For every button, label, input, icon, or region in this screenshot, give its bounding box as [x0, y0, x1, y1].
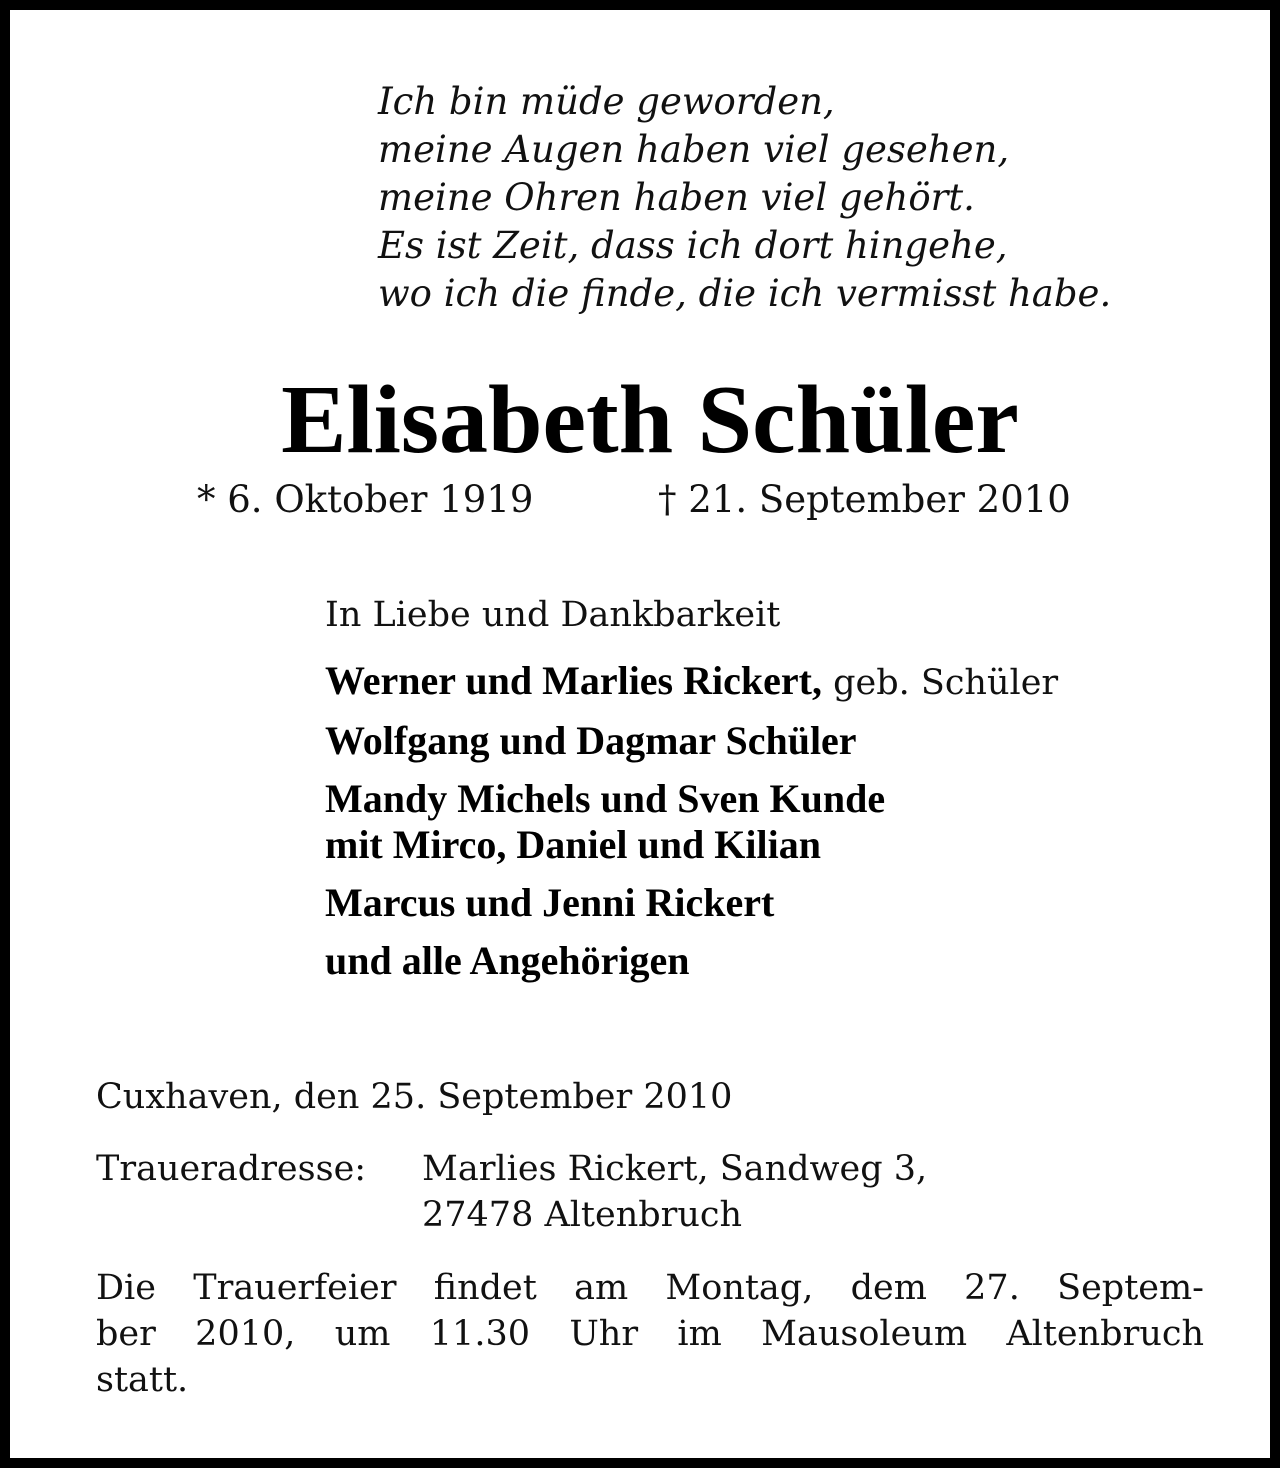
ceremony-text-line: ber 2010, um 11.30 Uhr im Mausoleum Altenbruch — [96, 1314, 1204, 1354]
address-line: 27478 Altenbruch — [422, 1195, 743, 1235]
mourner-name: mit Mirco, Daniel und Kilian — [325, 822, 821, 867]
ceremony-text-line: statt. — [96, 1360, 189, 1400]
death-date: † 21. September 2010 — [658, 478, 1071, 521]
birth-date: * 6. Oktober 1919 — [197, 478, 534, 521]
mourners-intro: In Liebe und Dankbarkeit — [325, 595, 781, 635]
mourner-name: Marcus und Jenni Rickert — [325, 880, 775, 925]
ceremony-text-line: Die Trauerfeier findet am Montag, dem 27. Septem- — [96, 1268, 1204, 1308]
poem-line: wo ich die finde, die ich vermisst habe. — [378, 272, 1112, 315]
mourner-line — [325, 718, 857, 764]
deceased-name: Elisabeth Schüler — [281, 366, 1019, 474]
mourner-suffix: geb. Schüler — [821, 663, 1059, 703]
mourner-name: Wolfgang und Dagmar Schüler — [325, 718, 857, 763]
address-label: Traueradresse: — [96, 1149, 367, 1189]
mourner-line — [325, 822, 821, 868]
address-line: Marlies Rickert, Sandweg 3, — [422, 1149, 928, 1189]
mourner-line — [325, 658, 1058, 706]
mourner-name: Mandy Michels und Sven Kunde — [325, 776, 886, 821]
poem-line: Es ist Zeit, dass ich dort hingehe, — [378, 224, 1008, 267]
mourner-line — [325, 880, 774, 926]
place-and-date: Cuxhaven, den 25. September 2010 — [96, 1077, 733, 1117]
poem-line: Ich bin müde geworden, — [378, 80, 835, 123]
mourner-name: Werner und Marlies Rickert, — [325, 658, 822, 703]
mourner-name: und alle Angehörigen — [325, 938, 690, 983]
poem-line: meine Ohren haben viel gehört. — [378, 176, 975, 219]
poem — [378, 78, 1111, 318]
mourner-line — [325, 776, 885, 822]
mourner-line — [325, 938, 690, 984]
poem-line: meine Augen haben viel gesehen, — [378, 128, 1010, 171]
